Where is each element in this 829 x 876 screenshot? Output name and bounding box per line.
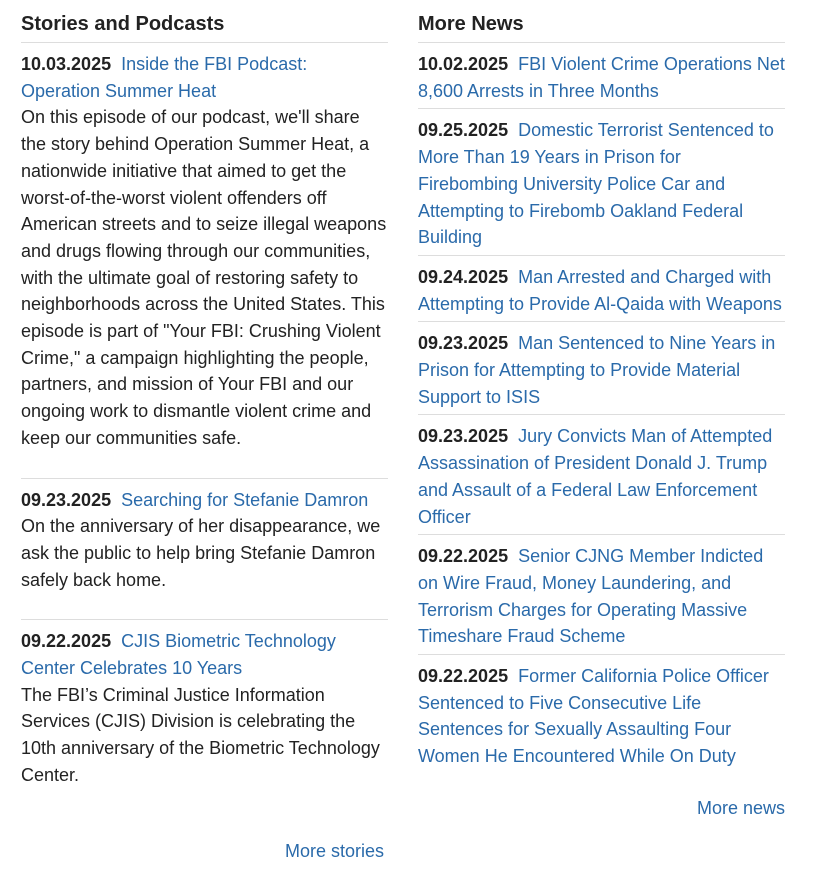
story-summary: On the anniversary of her disappearance, we ask the public to help bring Stefanie Damron safely back home. <box>21 516 381 590</box>
stories-column <box>21 8 388 815</box>
news-column <box>418 8 785 774</box>
news-item <box>418 535 785 655</box>
news-heading: More News <box>418 8 785 43</box>
story-date: 09.23.2025 <box>21 489 112 510</box>
story-title-link[interactable]: Searching for Stefanie Damron <box>121 489 369 510</box>
story-date: 10.03.2025 <box>21 54 112 74</box>
news-date: 09.25.2025 <box>418 120 509 141</box>
news-date: 09.23.2025 <box>418 426 509 447</box>
story-item <box>21 479 388 621</box>
more-news-link[interactable]: More news <box>696 798 785 818</box>
news-item <box>418 256 785 322</box>
news-date: 10.02.2025 <box>418 54 509 74</box>
news-date: 09.22.2025 <box>418 666 509 687</box>
news-title-link[interactable]: Man Sentenced to Nine Years in Prison for Attempting to Provide Material Support to ISIS <box>418 333 776 407</box>
news-item <box>418 43 785 109</box>
news-title-link[interactable]: Former California Police Officer Sentenced to Five Consecutive Life Sentences for Sexually Assaulting Four Women He Encountered While On Duty <box>418 666 769 767</box>
news-item <box>418 109 785 256</box>
stories-heading: Stories and Podcasts <box>21 8 388 43</box>
news-title-link[interactable]: Man Arrested and Charged with Attempting to Provide Al-Qaida with Weapons <box>418 266 782 314</box>
news-item <box>418 415 785 535</box>
news-title-link[interactable]: FBI Violent Crime Operations Net 8,600 Arrests in Three Months <box>418 54 785 101</box>
more-stories-link[interactable]: More stories <box>285 841 385 861</box>
news-item <box>418 322 785 415</box>
news-date: 09.22.2025 <box>418 546 509 567</box>
story-summary: On this episode of our podcast, we'll share the story behind Operation Summer Heat, a nationwide initiative that aimed to get the worst-of-the-worst violent offenders off American streets and to seize illegal weapons and drugs flowing through our communities, with the ultimate goal of restoring safety to neighborhoods across the United States. This episode is part of "Your FBI: Crushing Violent Crime," a campaign highlighting the people, partners, and mission of Your FBI and our ongoing work to dismantle violent crime and keep our communities safe. <box>21 107 387 448</box>
news-title-link[interactable]: Domestic Terrorist Sentenced to More Than 19 Years in Prison for Firebombing University Police Car and Attempting to Firebomb Oakland Federal Building <box>418 120 774 248</box>
news-date: 09.24.2025 <box>418 266 509 287</box>
news-date: 09.23.2025 <box>418 333 509 354</box>
news-item <box>418 655 785 774</box>
story-title-link[interactable]: CJIS Biometric Technology Center Celebrates 10 Years <box>21 631 336 679</box>
story-title-link[interactable]: Inside the FBI Podcast: Operation Summer Heat <box>21 54 308 101</box>
story-item <box>21 43 388 479</box>
story-summary: The FBI’s Criminal Justice Information Services (CJIS) Division is celebrating the 10th anniversary of the Biometric Technology Center. <box>21 684 380 785</box>
news-title-link[interactable]: Senior CJNG Member Indicted on Wire Fraud, Money Laundering, and Terrorism Charges for Operating Massive Timeshare Fraud Scheme <box>418 546 764 647</box>
news-title-link[interactable]: Jury Convicts Man of Attempted Assassination of President Donald J. Trump and Assault of a Federal Law Enforcement Officer <box>418 426 773 527</box>
story-item <box>21 620 388 814</box>
story-date: 09.22.2025 <box>21 631 112 652</box>
